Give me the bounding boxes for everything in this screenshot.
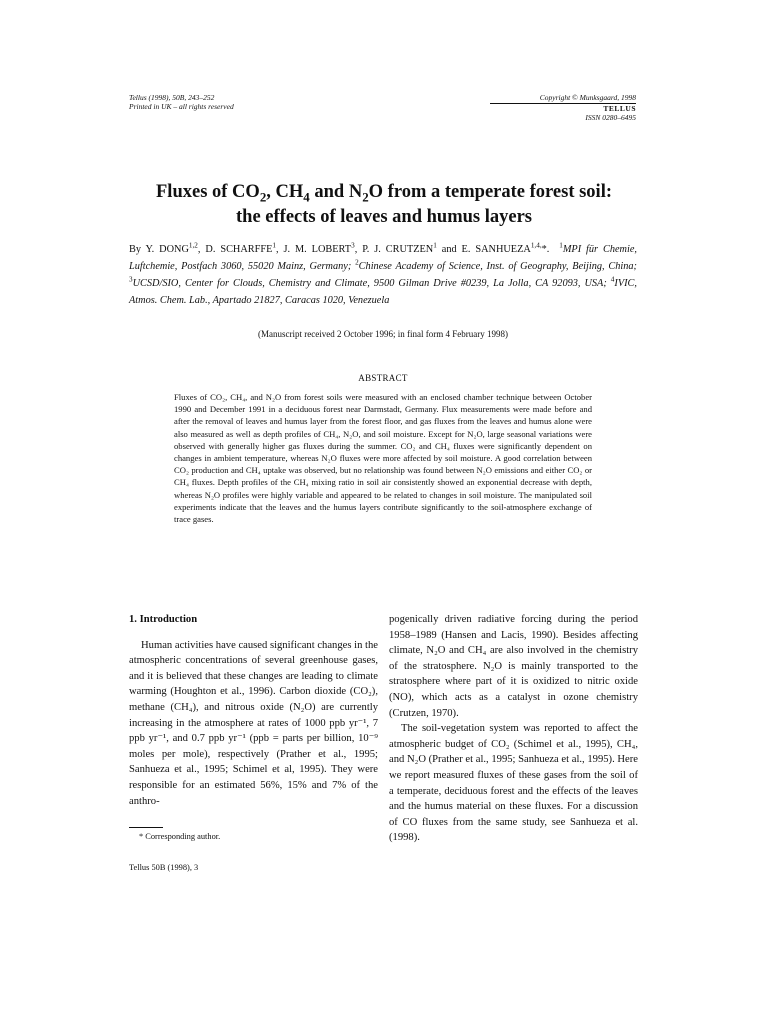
- paragraph: Human activities have caused significant changes in the atmospheric concentrations of several greenhouse gases, and it is believed that these changes are leading to climate warming (Houghton et al., 1996). Carbon dioxide (CO₂), methane (CH₄), and nitrous oxide (N₂O) are currently increasing in the atmosphere at rates of 1000 ppb yr⁻¹, 7 ppb yr⁻¹, and 0.7 ppb yr⁻¹ (ppb = parts per billion, 10⁻⁹ moles per mole), respectively (Prather et al., 1995; Sanhueza et al., 1995; Schimel et al, 1995). They were responsible for an estimated 56%, 15% and 7% of the anthro-: [129, 639, 378, 807]
- journal-header: [490, 93, 636, 122]
- left-column: [129, 612, 378, 809]
- paragraph: The soil-vegetation system was reported to affect the atmospheric budget of CO₂ (Schimel et al., 1995), CH₄, and N₂O (Prather et al., 1995; Sanhueza et al., 1995). Here we report measured fluxes of these gases from the soil of a temperate, deciduous forest and the effects of the leaves and the humus material on these fluxes. For a discussion of CO fluxes from the same study, see Sanhueza et al. (1998).: [389, 723, 638, 844]
- affiliation-3: UCSD/SIO, Center for Clouds, Chemistry and Climate, 9500 Gilman Drive #0239, La Jolla, CA 92093, USA;: [132, 278, 607, 289]
- citation-line: Tellus (1998), 50B, 243–252: [129, 93, 215, 102]
- print-notice: Printed in UK – all rights reserved: [129, 102, 234, 111]
- author-scharffe: , D. SCHARFFE: [197, 244, 273, 255]
- affiliation-1: MPI für Chemie, Luftchemie, Postfach 3060, 55020 Mainz, Germany;: [129, 244, 638, 272]
- paper-title: [110, 180, 658, 230]
- author-lobert: , J. M. LOBERT: [276, 244, 352, 255]
- copyright-notice: Copyright © Munksgaard, 1998: [490, 93, 636, 104]
- page-footer: Tellus 50B (1998), 3: [129, 863, 199, 872]
- paragraph: pogenically driven radiative forcing during the period 1958–1989 (Hansen and Lacis, 1990). Besides affecting climate, N₂O and CH₄ are also involved in the chemistry of the stratosphere. N₂O is mainly transported to the stratosphere where part of it is oxidized to nitric oxide (NO), which acts as a catalyst in ozone chemistry (Crutzen, 1970).: [389, 614, 638, 719]
- issn: ISSN 0280–6495: [585, 113, 636, 122]
- affiliation-4: IVIC, Atmos. Chem. Lab., Apartado 21827, Caracas 1020, Venezuela: [129, 278, 637, 306]
- manuscript-dates: (Manuscript received 2 October 1996; in final form 4 February 1998): [258, 329, 508, 339]
- abstract-text: Fluxes of CO₂, CH₄, and N₂O from forest soils were measured with an enclosed chamber technique between October 1990 and December 1991 in a deciduous forest near Darmstadt, Germany. Flux measurements were made before and after the removal of leaves and humus layer from the forest floor, and gas fluxes from the leaves and humus alone were also measured as well as depth profiles of CH₄, N₂O, and soil moisture. Except for N₂O, large seasonal variations were observed with generally higher gas fluxes during the summer. CO₂ and CH₄ fluxes were significantly dependent on changes in ambient temperature, whereas N₂O fluxes were more affected by soil moisture. A good correlation between CO₂ production and CH₄ uptake was observed, but no relationship was found between N₂O emissions and either CO₂ or CH₄ fluxes. Depth profiles of the CH₄ mixing ratio in soil air consistently showed an exponential decrease with depth, whereas N₂O profiles were highly variable and appeared to be related to changes in soil moisture. The manipulated soil experiments indicate that the leaves and the humus layers contribute significantly to the soil-atmosphere exchange of trace gases.: [174, 392, 592, 525]
- author-block: By Y. DONG$^{1,2}$, D. SCHARFFE$^1$, J. M. LOBERT$^3$, P. J. CRUTZEN$^1$ and E. $SANHUEZA^{1,4,}*$. $^1$MPI für Chemie, Luftchemie, Postfach 3060, 55020 Mainz, Germany; $^2$Chinese Academy of Science, Inst. of Geography, Beijing, China; $^3$UCSD/SIO, Center for Clouds, Chemistry and Climate, 9500 Gilman Drive #0239, La Jolla, CA 92093, USA; $^4$IVIC, Atmos. Chem. Lab., Apartado 21827, Caracas 1020, Venezuela: [129, 241, 638, 306]
- right-column: [389, 612, 638, 846]
- title-line-2: the effects of leaves and humus layers: [236, 207, 532, 227]
- footnote: * Corresponding author.: [139, 832, 221, 841]
- journal-name: TELLUS: [603, 104, 636, 113]
- author-sanhueza: and E. SANHUEZA: [436, 244, 531, 255]
- title-line-1: Fluxes of $CO_2$, $CH_4$ and $N_2O$ from a temperate forest soil:: [156, 182, 612, 205]
- affiliation-2: Chinese Academy of Science, Inst. of Geography, Beijing, China;: [358, 261, 637, 272]
- footnote-divider: [129, 827, 163, 828]
- author-dong: By Y. DONG: [129, 244, 189, 255]
- abstract-heading: ABSTRACT: [358, 373, 408, 383]
- citation-header: [129, 93, 234, 111]
- author-crutzen: , P. J. CRUTZEN: [354, 244, 434, 255]
- section-heading: 1. Introduction: [129, 614, 198, 625]
